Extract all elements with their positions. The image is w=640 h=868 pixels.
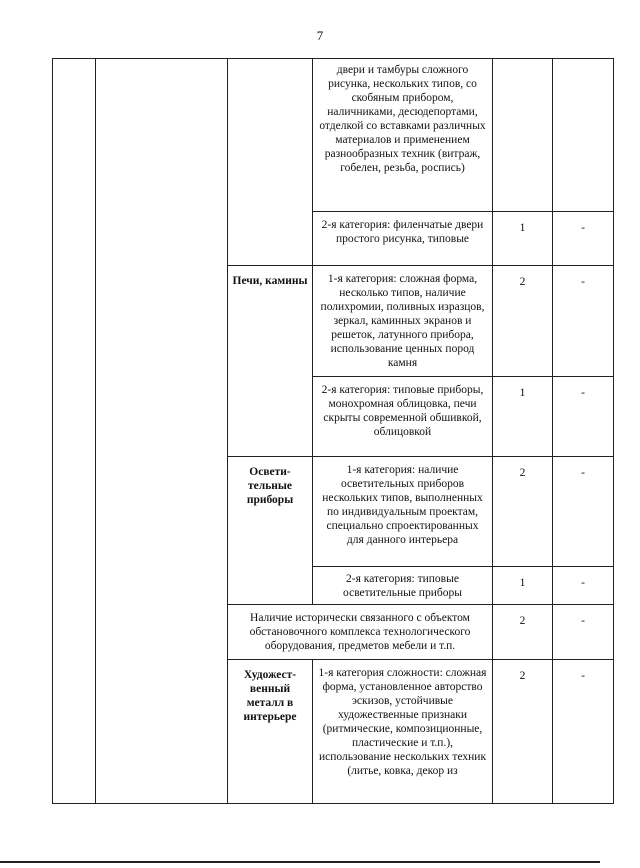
doors-cat1-text: двери и тамбуры сложного рисунка, нескольких типов, со скобяным прибором, наличниками, десюдепортами, отделкой со вставками различных материалов и применением разнообразных техник (витраж, гобелен, резьба, роспись): [313, 59, 493, 212]
metal-cat1-text: 1-я категория сложности: сложная форма, установленное авторство эскизов, устойчивые художественные признаки (ритмические, композиционные, пластические и т.п.), использование нескольких техник (литье, ковка, декор из: [313, 660, 493, 804]
stoves-cat2-text: 2-я категория: типовые приборы, монохромная облицовка, печи скрыты современной обшивкой, облицовкой: [313, 377, 493, 457]
equipment-text: Наличие исторически связанного с объектом обстановочного комплекса технологического оборудования, предметов мебели и т.п.: [228, 605, 493, 660]
value-cell: 2: [493, 457, 553, 567]
extra-cell: -: [553, 457, 614, 567]
page-number: 7: [316, 28, 324, 43]
blank-column-1: [53, 59, 96, 804]
extra-cell: [553, 59, 614, 212]
value-cell: [493, 59, 553, 212]
value-cell: 1: [493, 567, 553, 605]
lighting-category-cell: Освети-тельные приборы: [228, 457, 313, 605]
extra-cell: -: [553, 567, 614, 605]
extra-cell: -: [553, 377, 614, 457]
metal-category-cell: Художест-венный металл в интерьере: [228, 660, 313, 804]
value-cell: 2: [493, 660, 553, 804]
bottom-rule: [0, 861, 600, 863]
table-row: [53, 59, 614, 212]
extra-cell: -: [553, 605, 614, 660]
doors-category-cell: [228, 59, 313, 266]
value-cell: 1: [493, 212, 553, 266]
stoves-cat1-text: 1-я категория: сложная форма, несколько типов, наличие полихромии, поливных изразцов, зеркал, каминных экранов и решеток, латунного прибора, использование ценных пород камня: [313, 266, 493, 377]
stoves-category-cell: Печи, камины: [228, 266, 313, 457]
criteria-table: [52, 58, 614, 804]
doors-cat2-text: 2-я категория: филенчатые двери простого рисунка, типовые: [313, 212, 493, 266]
blank-column-2: [96, 59, 228, 804]
extra-cell: -: [553, 266, 614, 377]
value-cell: 1: [493, 377, 553, 457]
extra-cell: -: [553, 660, 614, 804]
extra-cell: -: [553, 212, 614, 266]
value-cell: 2: [493, 605, 553, 660]
value-cell: 2: [493, 266, 553, 377]
lighting-cat2-text: 2-я категория: типовые осветительные приборы: [313, 567, 493, 605]
lighting-cat1-text: 1-я категория: наличие осветительных приборов нескольких типов, выполненных по индивидуальным проектам, специально спроектированных для данного интерьера: [313, 457, 493, 567]
